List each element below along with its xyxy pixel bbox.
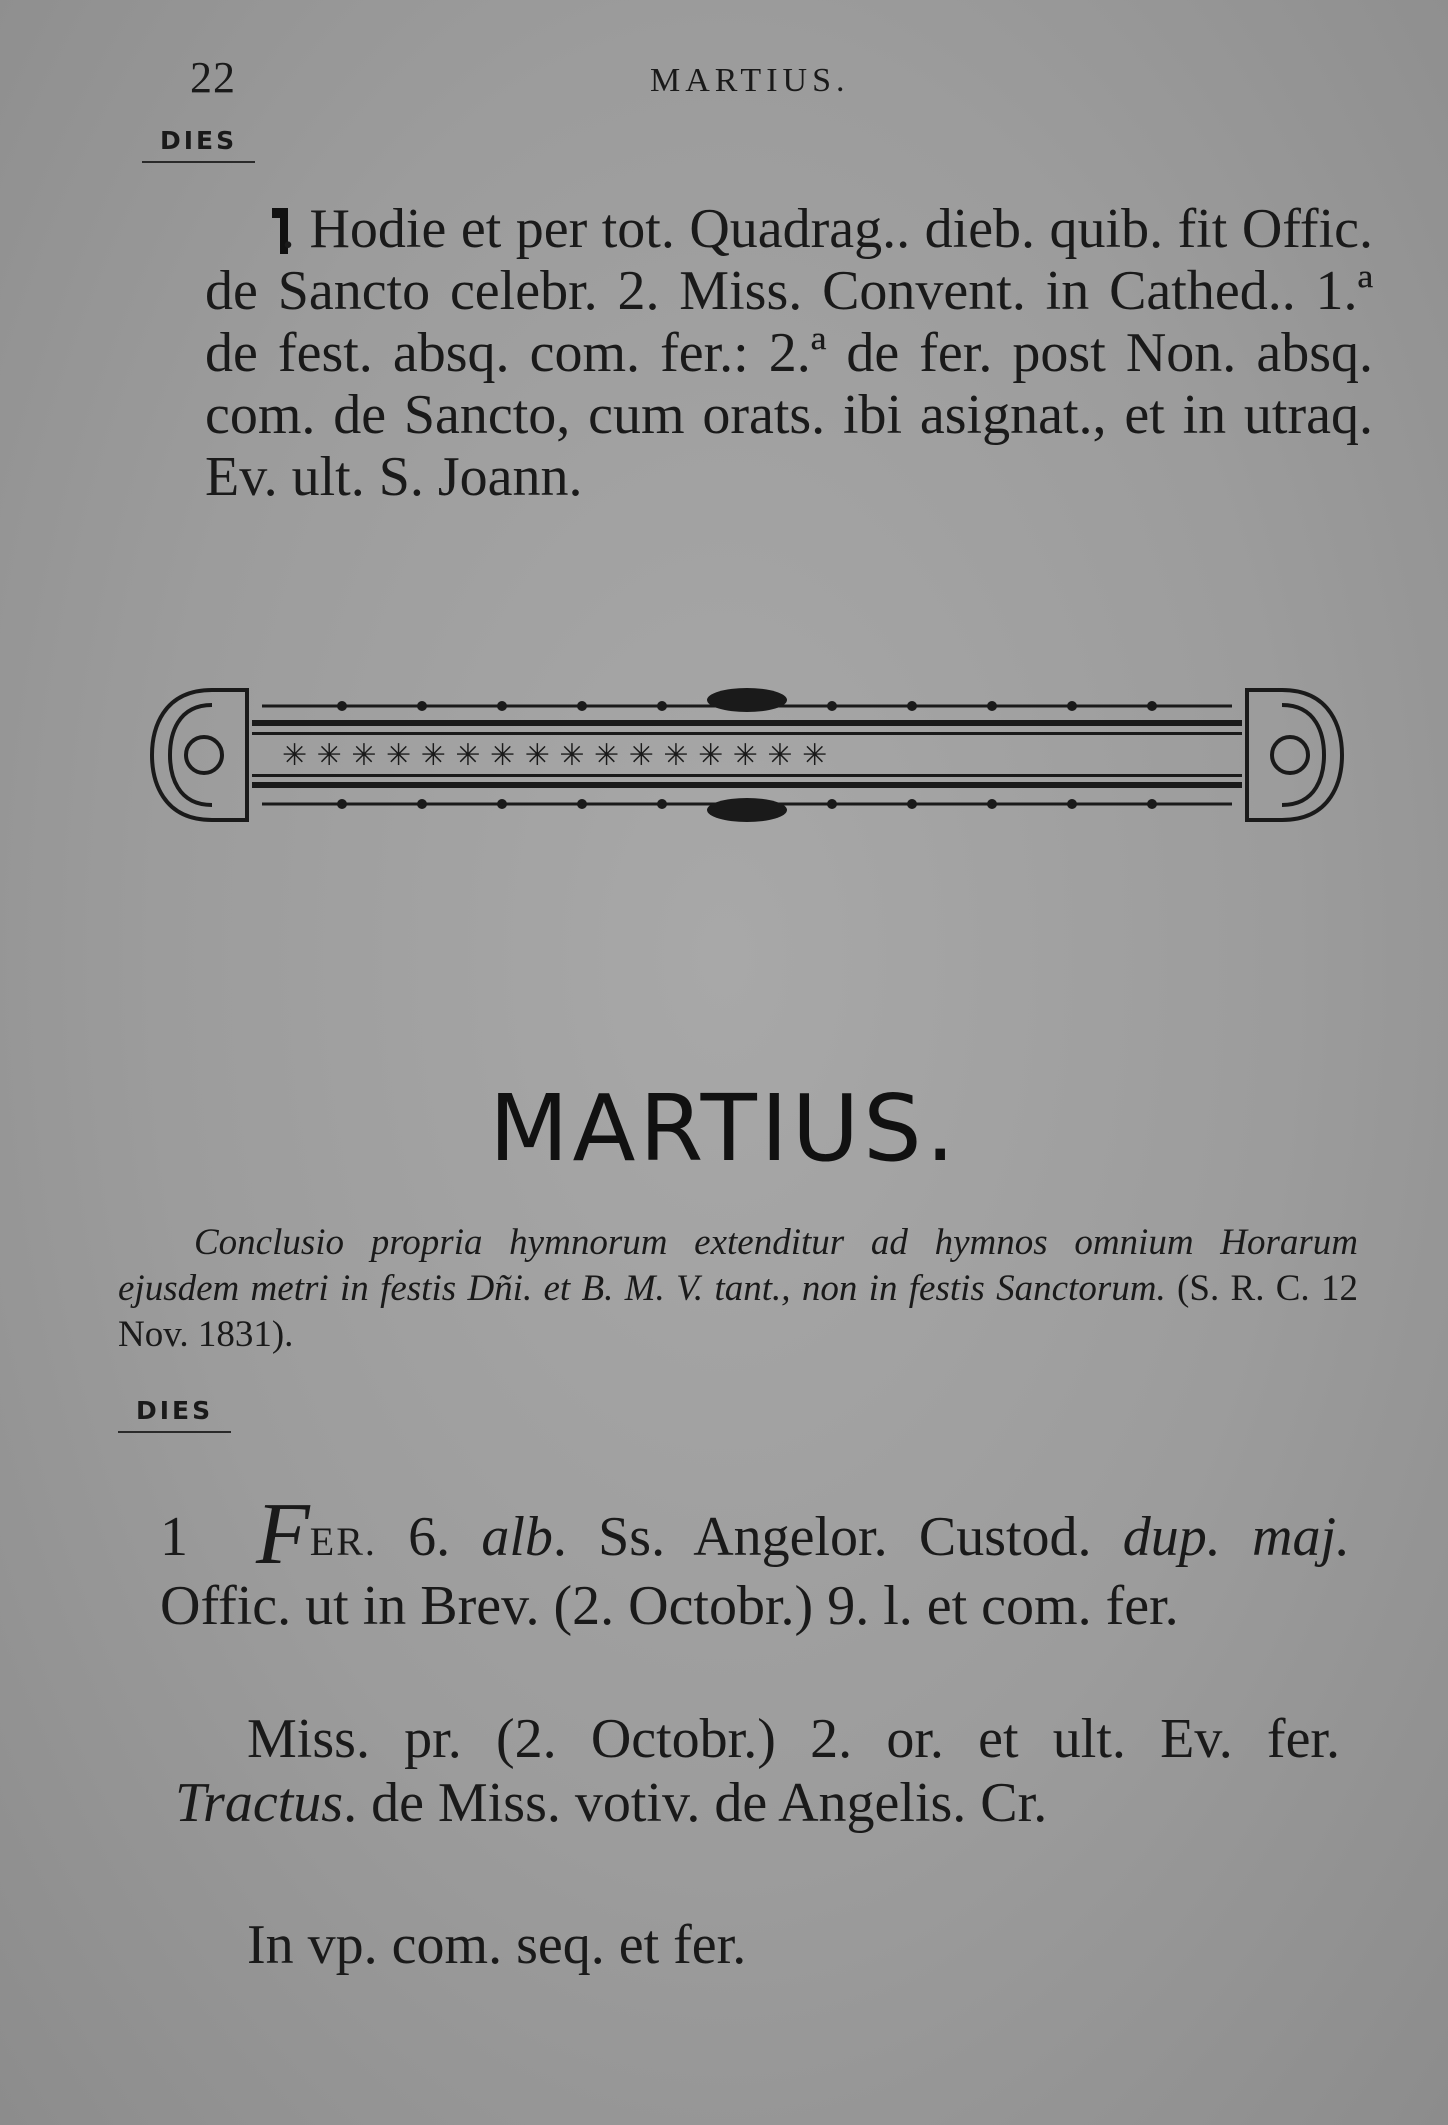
entry-smallcaps: ER.	[309, 1519, 377, 1564]
tractus-label: Tractus	[175, 1772, 344, 1834]
dies-label-top: DIES	[142, 126, 255, 163]
liturgical-color: alb	[481, 1506, 553, 1568]
vespers-line: In vp. com. seq. et fer.	[247, 1914, 747, 1976]
dies-label-mid: DIES	[118, 1396, 231, 1433]
entry-text-b: . Ss. Angelor. Custod.	[552, 1506, 1123, 1568]
page-header	[190, 52, 1310, 112]
decorated-initial: F	[256, 1486, 310, 1583]
hymn-note	[118, 1220, 1358, 1358]
calendar-entry-day-1	[160, 1486, 1351, 1638]
entry-text-c: Offic. ut in Brev. (2. Octobr.) 9. l. et com. fer.	[160, 1575, 1179, 1637]
page-number: 22	[190, 53, 236, 102]
rubric-paragraph	[205, 198, 1373, 508]
entry-text-a: 6.	[376, 1506, 482, 1568]
feast-rank: dup. maj.	[1122, 1506, 1351, 1568]
svg-text:✳ ✳ ✳ ✳ ✳ ✳ ✳ ✳ ✳ ✳ ✳ ✳ ✳ ✳ ✳: ✳ ✳ ✳ ✳ ✳ ✳ ✳ ✳ ✳ ✳ ✳ ✳ ✳ ✳ ✳ ✳	[282, 738, 828, 773]
hymn-note-reference: (S. R. C. 12 Nov. 1831).	[118, 1268, 1358, 1355]
running-title: MARTIUS.	[650, 62, 850, 99]
decorative-divider	[142, 670, 1352, 840]
day-number: 1	[160, 1506, 188, 1568]
section-title: MARTIUS.	[489, 1075, 959, 1182]
missa-text-a: Miss. pr. (2. Octobr.) 2. or. et ult. Ev. fer.	[247, 1708, 1340, 1770]
rubric-paragraph-text: . Hodie et per tot. Quadrag.. dieb. quib. fit Offic. de Sancto celebr. 2. Miss. Convent. in Cathed.. 1.ª de fest. absq. com. fer.: 2.ª de fer. post Non. absq. com. de Sancto, cum orats. ibi asignat., et in utraq. Ev. ult. S. Joann.	[205, 198, 1373, 508]
missa-text-b: . de Miss. votiv. de Angelis. Cr.	[343, 1772, 1048, 1834]
hymn-note-text: Conclusio propria hymnorum extenditur ad hymnos omnium Horarum ejusdem metri in festis Dñi. et B. M. V. tant., non in festis Sanctorum.	[118, 1222, 1358, 1309]
missa-paragraph	[175, 1707, 1340, 1835]
